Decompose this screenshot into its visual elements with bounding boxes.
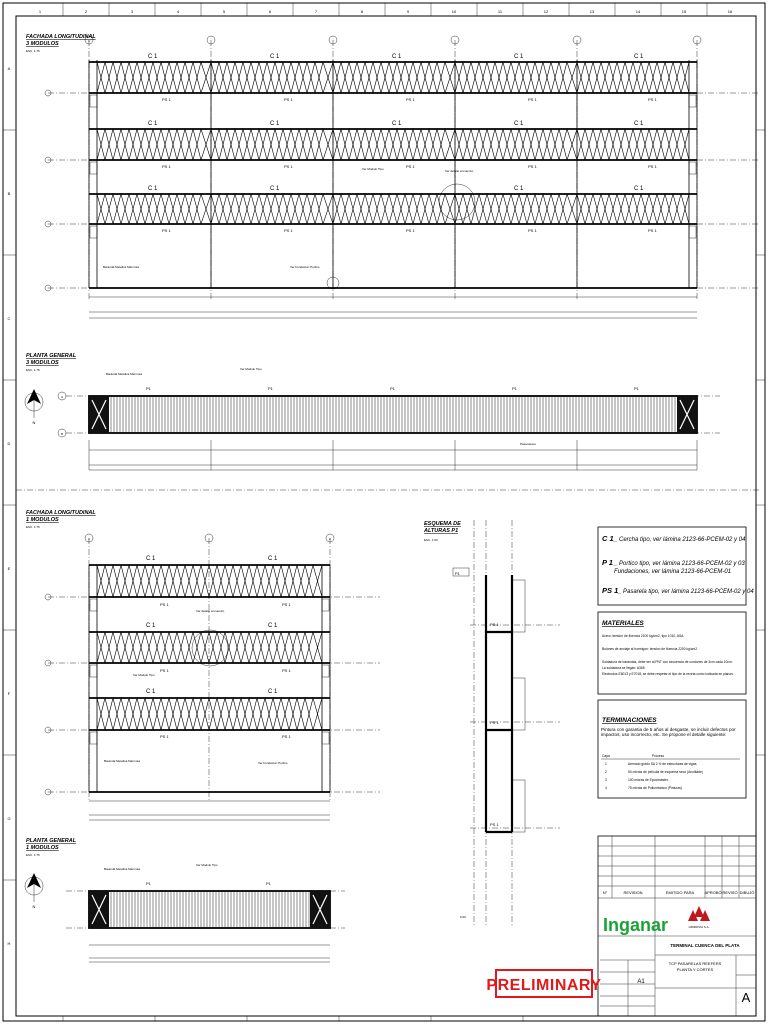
grid-label: 2 — [329, 537, 331, 541]
tb-header-cell: REVISÓ — [722, 890, 738, 895]
portal-label: P1 — [634, 386, 639, 391]
portal-tag-label: P1 — [455, 571, 460, 576]
view-title: PLANTA GENERAL — [26, 838, 77, 844]
border-col-number: 4 — [176, 9, 180, 14]
truss-band — [89, 62, 697, 93]
view-scale: ESC. 1:75 — [26, 368, 40, 372]
ref-c1-code: C 1 — [602, 534, 614, 543]
view-subtitle: 1 MODULOS — [26, 845, 59, 851]
walkway-label: PS 1 — [282, 602, 291, 607]
materiales-box — [598, 612, 746, 694]
annotation: Ver Modulo Tipo — [133, 673, 155, 677]
border-row-letter: D — [7, 441, 11, 446]
terminaciones-row-text: 75 micras de Poliuretánico (Pinturas) — [628, 786, 683, 790]
terminaciones-row-text: Arenado grado SA 2 ½ de estructuras de vigas. — [628, 762, 698, 766]
view-subtitle: 3 MODULOS — [26, 41, 59, 47]
preliminary-stamp — [486, 970, 601, 997]
border-row-letter: E — [7, 566, 11, 571]
view-scale: ESC. 1:75 — [26, 853, 40, 857]
border-row-letter: F — [7, 691, 11, 696]
elevation-3-modules — [26, 34, 760, 318]
walkway-label: PS 1 — [490, 720, 499, 725]
walkway-label: PS 1 — [528, 228, 537, 233]
truss-label: C 1 — [270, 121, 280, 127]
truss-band — [89, 565, 330, 597]
truss-label: C 1 — [148, 186, 158, 192]
walkway-label: PS 1 — [282, 668, 291, 673]
truss-label: C 1 — [392, 121, 402, 127]
materiales-line: La soldadura se llegan: A365. — [602, 666, 646, 670]
walkway-label: PS 1 — [648, 164, 657, 169]
view-scale: ESC. 1:50 — [424, 538, 438, 542]
annotation: Ver Fundacion Portico — [290, 265, 320, 269]
terminaciones-row-text: 50 micras de película de esquema seco (Anolitáde) — [628, 770, 703, 774]
border-col-number: 1 — [38, 9, 42, 14]
deck-grating — [111, 892, 309, 927]
title-block — [598, 836, 756, 1016]
walkway-label: PS 1 — [160, 602, 169, 607]
truss-label: C 1 — [514, 54, 524, 60]
ref-p1-text2: Fundaciones, ver lámina 2123-66-PCEM-01 — [614, 569, 732, 575]
tb-header-cell: N° — [602, 890, 608, 895]
plan-3-modules — [25, 353, 720, 470]
tb-header-cell: REVISION — [623, 890, 643, 895]
view-title: FACHADA LONGITUDINAL — [26, 510, 96, 516]
annotation: Ver detalle encuentro — [445, 169, 474, 173]
client-logo-icon — [688, 906, 710, 921]
company-logo: Inganar — [603, 915, 669, 935]
walkway-label: PS 1 — [284, 228, 293, 233]
portal-label: P1 — [146, 386, 151, 391]
terminaciones-row-n: 1 — [605, 762, 607, 766]
annotation: Ver detalle encuentro — [196, 609, 225, 613]
truss-label: C 1 — [268, 556, 278, 562]
border-col-number: 15 — [681, 9, 687, 14]
border-col-number: 9 — [406, 9, 410, 14]
border-col-number: 7 — [314, 9, 318, 14]
elevation-1-module — [26, 510, 380, 820]
truss-label: C 1 — [268, 623, 278, 629]
walkway-label: PS 1 — [284, 164, 293, 169]
truss-band — [89, 194, 697, 224]
walkway-label: PS 1 — [162, 97, 171, 102]
annotation: Baranda Metalica Marmota — [104, 759, 141, 763]
truss-label: C 1 — [148, 121, 158, 127]
terminaciones-row-n: 3 — [605, 778, 607, 782]
border-row-letters — [7, 66, 10, 946]
walkway-label: PS 1 — [162, 164, 171, 169]
truss-label: C 1 — [514, 186, 524, 192]
deck-grating — [111, 397, 675, 432]
walkway-label: PS 1 — [406, 97, 415, 102]
terminaciones-title: TERMINACIONES — [602, 717, 657, 724]
terminaciones-box — [598, 700, 746, 798]
truss-label: C 1 — [634, 186, 644, 192]
svg-text:PRELIMINARY: PRELIMINARY — [486, 977, 602, 994]
walkway-label: PS 1 — [406, 228, 415, 233]
truss-band — [89, 129, 697, 160]
view-scale: ESC. 1:75 — [26, 49, 40, 53]
ref-ps1-code: PS 1 — [602, 586, 619, 595]
row-label: A — [60, 395, 64, 399]
truss-label: C 1 — [270, 54, 280, 60]
border-col-number: 5 — [222, 9, 226, 14]
walkway-label: PS 1 — [282, 734, 291, 739]
walkway-label: PS 1 — [528, 97, 537, 102]
tb-header-cell: EMITIDO PARA — [665, 890, 695, 895]
terminaciones-col-proceso: Proceso — [652, 754, 665, 758]
border-row-letter: B — [7, 191, 11, 196]
border-col-number: 16 — [727, 9, 733, 14]
terminaciones-intro: Pintura con garantia de 5 años al desgaste, se incluir defectos por impactos, uso incorrecto, etc. Se propone el detalle siguiente: — [601, 727, 736, 738]
terminaciones-row-text: 100 micras de Epoximáster. — [628, 778, 669, 782]
walkway-label: PS 1 — [162, 228, 171, 233]
drawing-title-1: TCP PASARELAS REEFERS — [668, 961, 722, 966]
truss-label: C 1 — [146, 689, 156, 695]
ref-p1-code: P 1 — [602, 558, 613, 567]
truss-label: C 1 — [634, 54, 644, 60]
north-arrow-icon — [25, 873, 43, 909]
border-col-number: 14 — [635, 9, 641, 14]
border-col-number: 12 — [543, 9, 549, 14]
annotation: Ver Modulo Tipo — [362, 167, 384, 171]
border-row-letter: H — [7, 941, 11, 946]
border-col-number: 13 — [589, 9, 595, 14]
terminaciones-col-capa: Capa — [602, 754, 610, 758]
materiales-line: Bulones de anclaje al hormigon: tension de fluencia 2200 kg/cm2. — [602, 647, 699, 651]
svg-text:N: N — [32, 420, 36, 425]
portal-label: P1 — [266, 881, 271, 886]
portal-label: P1 — [146, 881, 151, 886]
border-col-number: 2 — [84, 9, 88, 14]
north-arrow-icon — [25, 389, 43, 425]
annotation: Ver Modulo Tipo — [196, 863, 218, 867]
sheet-size: A1 — [637, 979, 645, 985]
walkway-label: PS 1 — [490, 822, 499, 827]
materiales-line: Electrodos E6013 y E7018, se debe respetar el tipo de la receta como indicada en planos. — [602, 672, 734, 676]
materiales-line: Soldadura de barandas, debe ser al PNT con secuencia de cordones de 3cm cada 10cm. — [602, 660, 733, 664]
ref-c1-text: _ Cercha tipo, ver lámina 2123-66-PCEM-02 y 04 — [614, 537, 746, 543]
client-name: HIDROVIA S.A. — [688, 925, 710, 929]
annotation: Baranda Metalica Marmota — [103, 265, 140, 269]
view-title: FACHADA LONGITUDINAL — [26, 34, 96, 40]
walkway-label: PS 1 — [406, 164, 415, 169]
annotation: Baranda Metalica Marmota — [106, 372, 143, 376]
truss-band — [89, 632, 330, 663]
ref-p1-text: _ Portico tipo, ver lámina 2123-66-PCEM-02 y 03 — [614, 561, 745, 567]
truss-band — [89, 698, 330, 730]
border-col-number: 10 — [451, 9, 457, 14]
terminaciones-row-n: 2 — [605, 770, 607, 774]
plan-1-module — [25, 838, 345, 962]
drawing-title-2: PLANTA Y CORTES — [676, 967, 714, 972]
heights-schema — [423, 520, 560, 925]
annotation: Baranda Metalica Marmota — [104, 867, 141, 871]
grid-label: 1 — [88, 39, 90, 43]
portal-label: P1 — [512, 386, 517, 391]
annotation: Ver Modulo Tipo — [240, 367, 262, 371]
annotation: Ver Fundacion Portico — [258, 761, 288, 765]
project-name: TERMINAL CUENCA DEL PLATA — [670, 943, 740, 948]
walkway-label: PS 1 — [160, 668, 169, 673]
portal-label: P1 — [390, 386, 395, 391]
view-title: ESQUEMA DE — [424, 521, 461, 527]
materiales-line: Acero: tension de fluencia 2100 kg/cm2, tipo 1010, ASA. — [602, 634, 685, 638]
border-col-number: 11 — [497, 9, 503, 14]
view-scale: ESC. 1:75 — [26, 525, 40, 529]
truss-label: C 1 — [148, 54, 158, 60]
border-col-number: 8 — [360, 9, 364, 14]
tb-header-cell: DIBUJÓ — [739, 890, 755, 895]
view-title: PLANTA GENERAL — [26, 353, 77, 359]
portal-label: P1 — [268, 386, 273, 391]
walkway-label: PS 1 — [490, 622, 499, 627]
border-col-number: 6 — [268, 9, 272, 14]
row-label: B — [60, 432, 64, 436]
walkway-label: PS 1 — [528, 164, 537, 169]
truss-label: C 1 — [268, 689, 278, 695]
truss-label: C 1 — [146, 623, 156, 629]
border-col-number: 3 — [130, 9, 134, 14]
view-subtitle: ALTURAS P1 — [424, 528, 459, 534]
border-row-letter: G — [7, 816, 11, 821]
walkway-label: PS 1 — [648, 97, 657, 102]
walkway-label: PS 1 — [160, 734, 169, 739]
level-label: 0.00 — [460, 915, 466, 919]
walkway-label: PS 1 — [284, 97, 293, 102]
view-subtitle: 3 MODULOS — [26, 360, 59, 366]
reference-box — [598, 527, 754, 605]
border-row-letter: C — [7, 316, 11, 321]
truss-label: C 1 — [270, 186, 280, 192]
grid-label: 1 — [88, 537, 90, 541]
border-row-letter: A — [7, 66, 11, 71]
truss-label: C 1 — [514, 121, 524, 127]
tb-header-cell: APROBÓ — [704, 890, 722, 895]
truss-label: C 1 — [392, 54, 402, 60]
border-column-numbers — [39, 9, 733, 14]
materiales-title: MATERIALES — [602, 620, 644, 627]
view-subtitle: 1 MODULOS — [26, 517, 59, 523]
annotation: Pasamanos — [520, 442, 536, 446]
walkway-label: PS 1 — [648, 228, 657, 233]
svg-text:N: N — [32, 904, 36, 909]
terminaciones-row-n: 4 — [605, 786, 607, 790]
revision-letter: A — [741, 990, 751, 1005]
truss-label: C 1 — [146, 556, 156, 562]
truss-label: C 1 — [634, 121, 644, 127]
ref-ps1-text: _ Pasarela tipo, ver lámina 2123-66-PCEM-02 y 04 — [618, 589, 754, 595]
